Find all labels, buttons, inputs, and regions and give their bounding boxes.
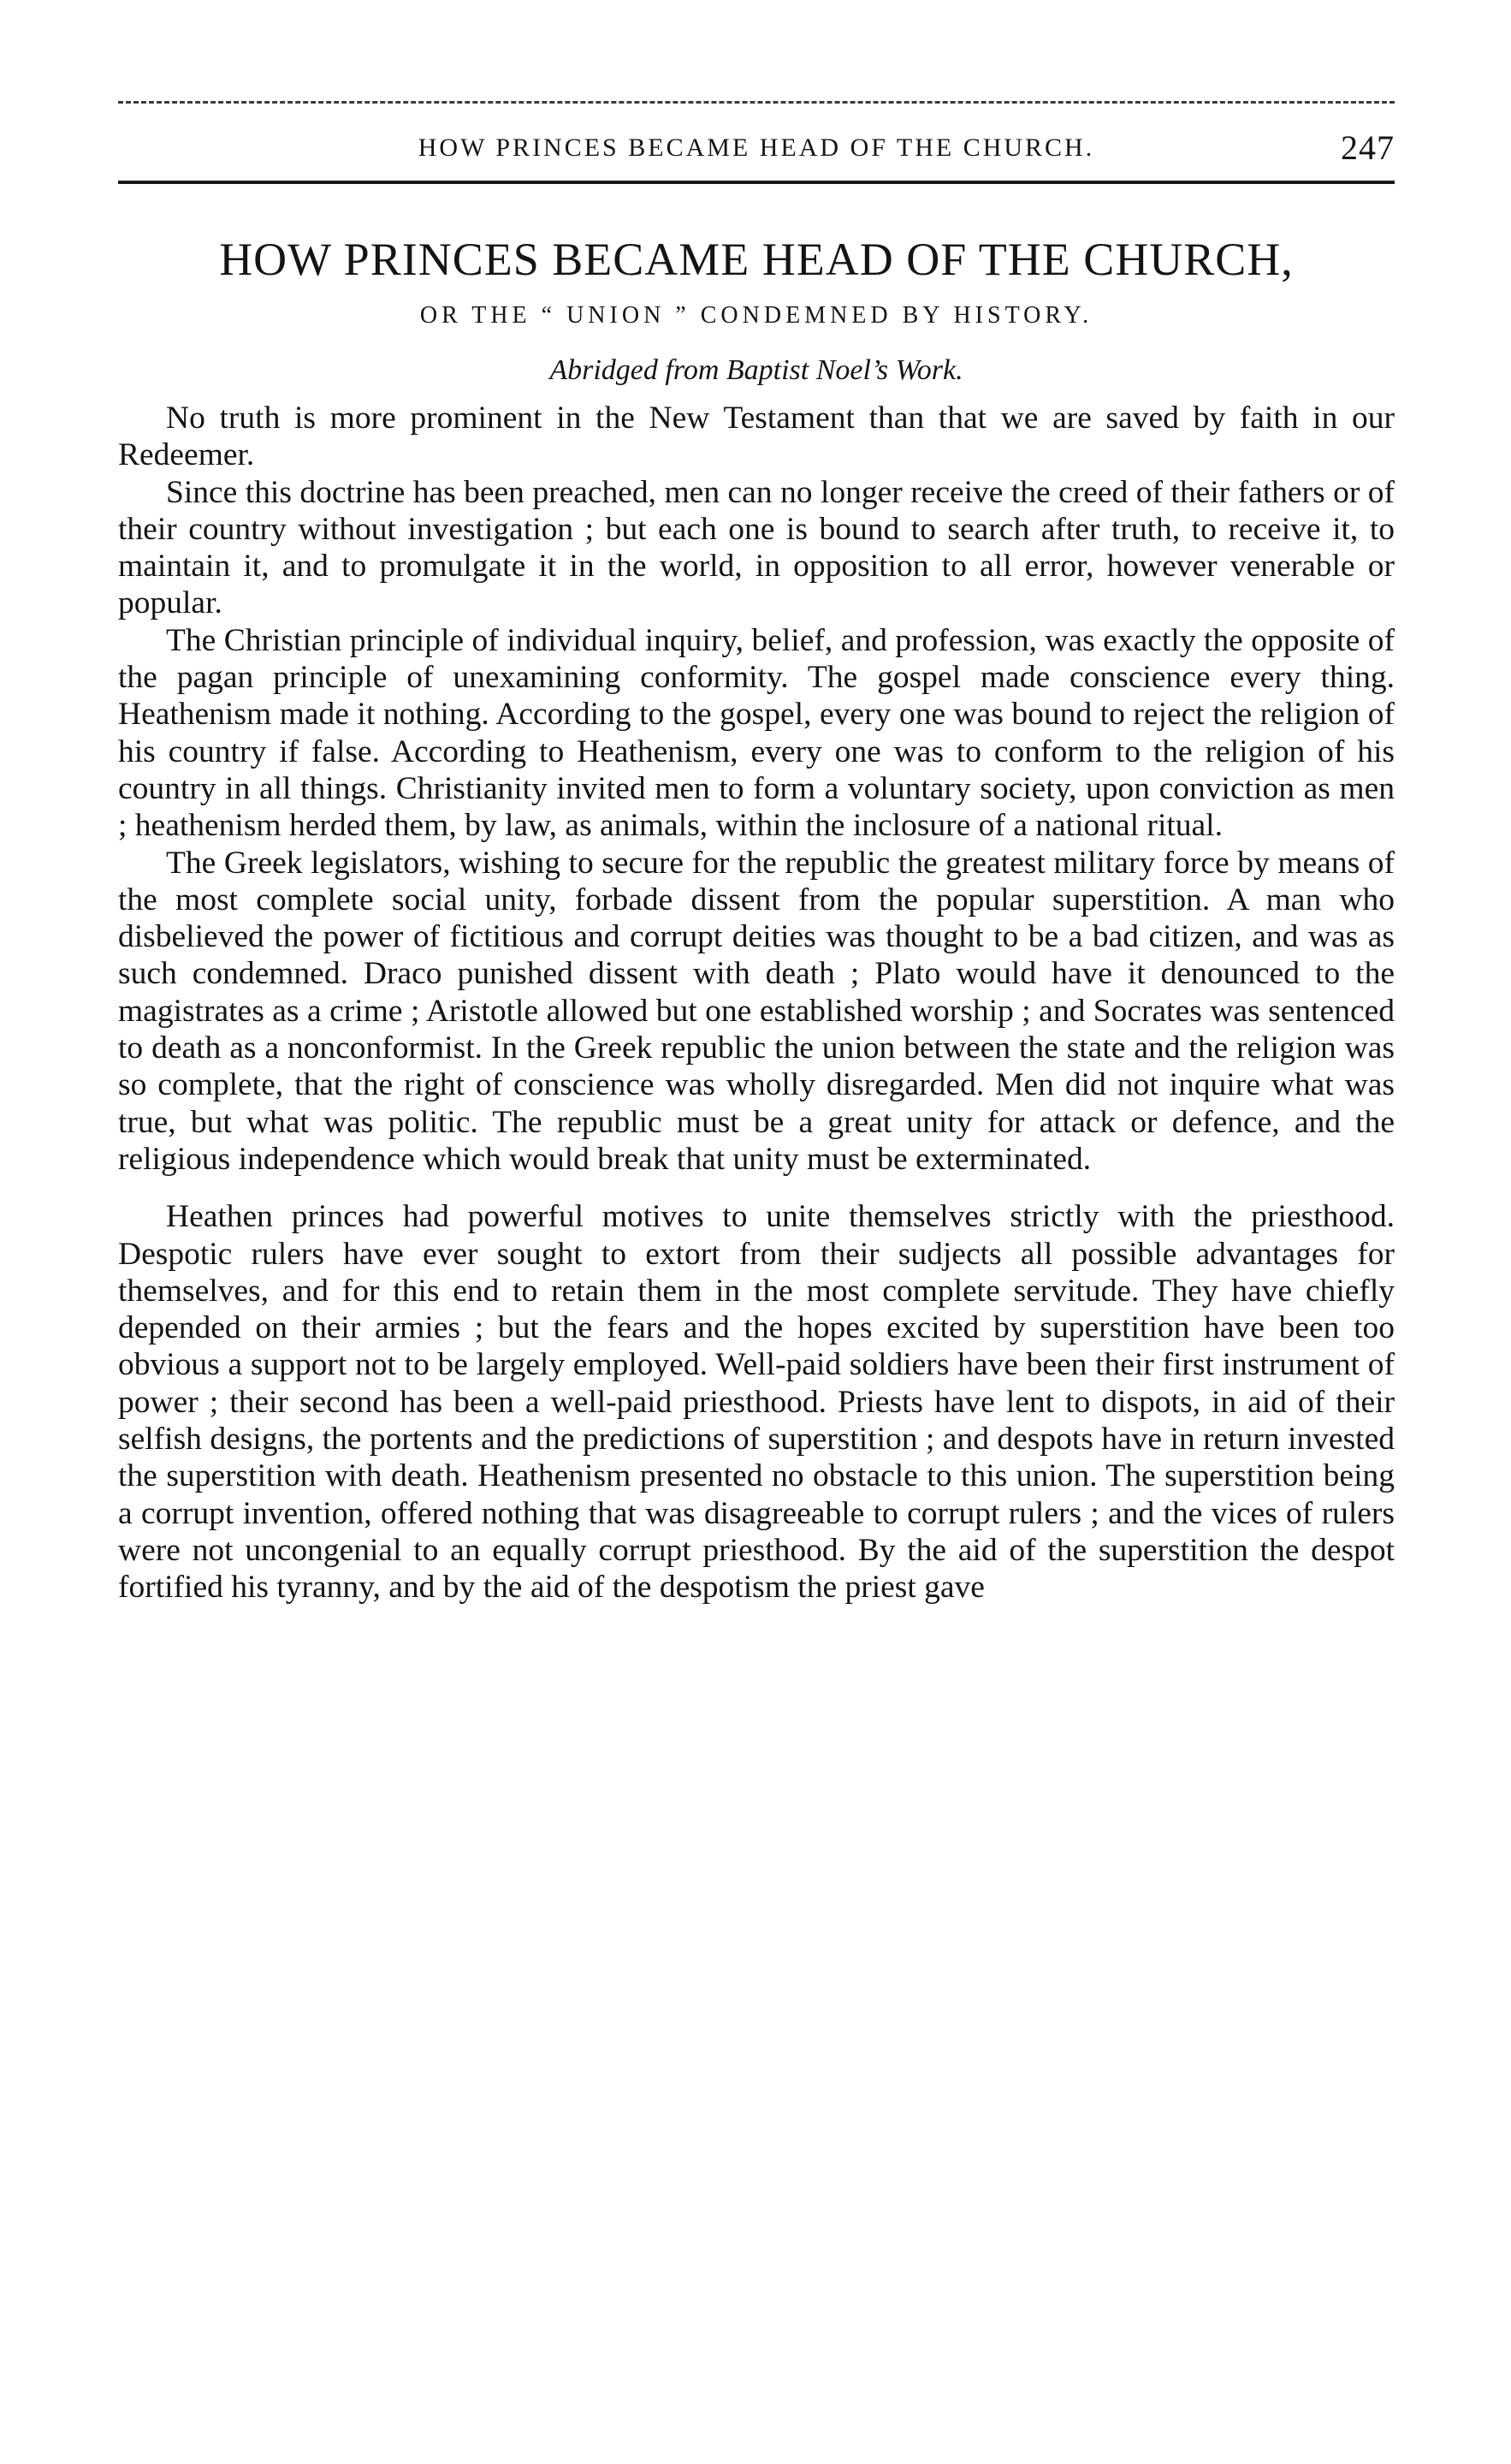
article-subtitle: OR THE “ UNION ” CONDEMNED BY HISTORY. (419, 302, 1093, 329)
article-title: HOW PRINCES BECAME HEAD OF THE CHURCH, (219, 234, 1294, 285)
paragraph-5: Heathen princes had powerful motives to unite themselves strictly with the priesthood. Despotic rulers have ever sought to extort from their sudjects all possible advantages for themselves, and for this end to retain them in the most complete servitude. They have chiefly depended on their armies ; but the fears and the hopes excited by superstition have been too obvious a support not to be largely employed. Well-paid soldiers have been their first instrument of power ; their second has been a well-paid priesthood. Priests have lent to dispots, in aid of their selfish designs, the portents and the predictions of superstition ; and despots have in return invested the superstition with death. Heathenism presented no obstacle to this union. The superstition being a corrupt invention, offered nothing that was disagreeable to corrupt rulers ; and the vices of rulers were not uncongenial to an equally corrupt priesthood. By the aid of the superstition the despot fortified his tyranny, and by the aid of the despotism the priest gave (118, 1199, 1395, 1606)
paragraph-3: The Christian principle of individual inquiry, belief, and profession, was exactly the opposite of the pagan principle of unexamining conformity. The gospel made conscience every thing. Heathenism made it nothing. According to the gospel, every one was bound to reject the religion of his country if false. According to Heathenism, every one was to conform to the religion of his country in all things. Christianity invited men to form a voluntary society, upon conviction as men ; heathenism herded them, by law, as animals, within the inclosure of a national ritual. (118, 622, 1395, 844)
paragraph-4: The Greek legislators, wishing to secure for the republic the greatest military force by means of the most complete social unity, forbade dissent from the popular superstition. A man who disbelieved the power of fictitious and corrupt deities was thought to be a bad citizen, and was as such condemned. Draco punished dissent with death ; Plato would have it denounced to the magistrates as a crime ; Aristotle allowed but one established worship ; and Socrates was sentenced to death as a nonconformist. In the Greek republic the union between the state and the religion was so complete, that the right of conscience was wholly disregarded. Men did not inquire what was true, but what was politic. The republic must be a great unity for attack or defence, and the religious independence which would break that unity must be exterminated. (118, 845, 1395, 1177)
page-number: 247 (1341, 128, 1395, 167)
top-dashed-rule (118, 101, 1395, 104)
running-header (118, 126, 1395, 170)
paragraph-1: No truth is more prominent in the New Testament than that we are saved by faith in our Redeemer. (118, 401, 1395, 473)
article-body (118, 400, 1395, 1606)
article-source-note: Abridged from Baptist Noel’s Work. (549, 354, 963, 386)
header-rule (118, 181, 1395, 184)
running-title: HOW PRINCES BECAME HEAD OF THE CHURCH. (418, 134, 1095, 162)
paragraph-2: Since this doctrine has been preached, men can no longer receive the creed of their fathers or of their country without investigation ; but each one is bound to search after truth, to receive it, to maintain it, and to promulgate it in the world, in opposition to all error, however venerable or popular. (118, 474, 1395, 621)
book-page (118, 101, 1395, 1606)
